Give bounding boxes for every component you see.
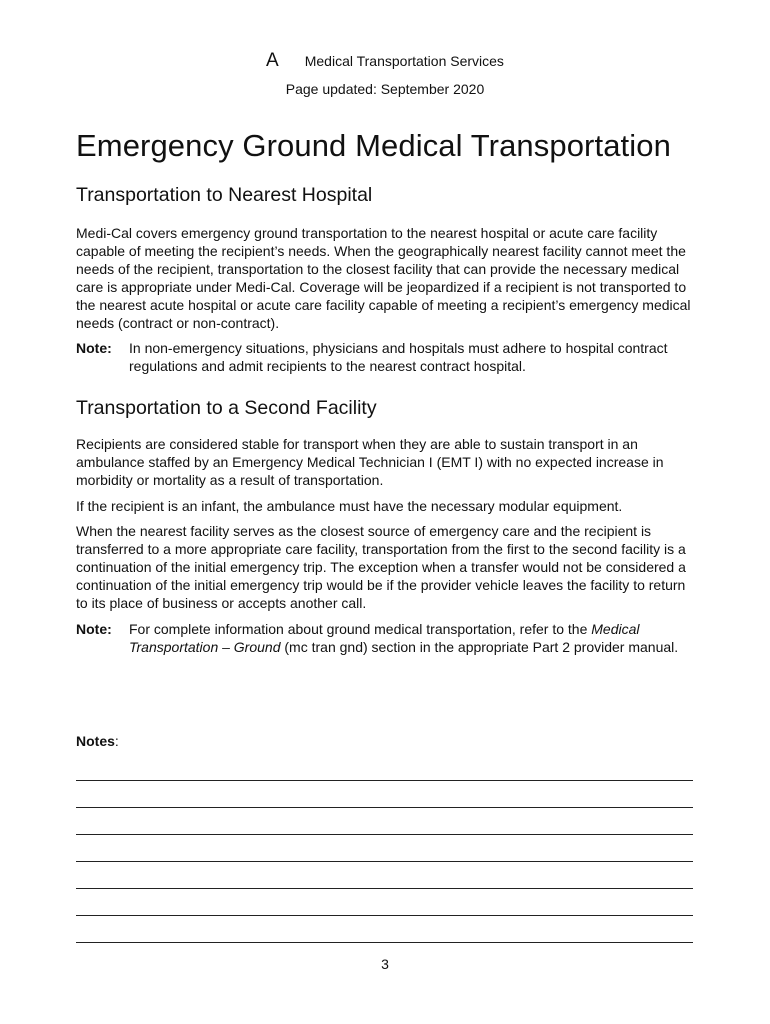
note-label: Note:	[76, 340, 112, 356]
notes-colon: :	[114, 733, 119, 749]
notes-line	[76, 834, 693, 835]
section-paragraph: When the nearest facility serves as the closest source of emergency care and the recipient is transferred to a more appropriate care facility, transportation from the first to the second facility is a continuation of the initial emergency trip. The exception when a transfer would not be considered a continuation of the initial emergency trip would be if the provider vehicle leaves the facility to return to its place of business or accepts another call.	[76, 523, 686, 611]
notes-line	[76, 807, 693, 808]
section-heading-nearest-hospital: Transportation to Nearest Hospital	[76, 184, 373, 206]
section-paragraph: If the recipient is an infant, the ambulance must have the necessary modular equipment.	[76, 498, 623, 514]
page-number: 3	[381, 956, 389, 972]
note-text-suffix: (mc tran gnd) section in the appropriate Part 2 provider manual.	[280, 639, 679, 655]
manual-section-reference: Medical Transportation – Ground	[129, 621, 640, 655]
note-label: Note:	[76, 621, 112, 637]
page-header	[0, 52, 770, 70]
notes-line	[76, 942, 693, 943]
notes-line	[76, 861, 693, 862]
notes-line	[76, 888, 693, 889]
notes-label: Notes	[76, 733, 115, 749]
section-letter: A	[266, 50, 279, 71]
notes-line	[76, 780, 693, 781]
note-text-prefix: For complete information about ground medical transportation, refer to the	[129, 621, 592, 637]
notes-line	[76, 915, 693, 916]
section-paragraph: Recipients are considered stable for transport when they are able to sustain transport in an ambulance staffed by an Emergency Medical Technician I (EMT I) with no expected increase in morbidity or mortality as a result of transportation.	[76, 436, 664, 488]
page-updated: Page updated: September 2020	[285, 81, 485, 97]
note-text: In non-emergency situations, physicians and hospitals must adhere to hospital contract regulations and admit recipients to the nearest contract hospital.	[129, 340, 668, 374]
section-heading-second-facility: Transportation to a Second Facility	[76, 397, 377, 419]
header-title: Medical Transportation Services	[304, 53, 504, 69]
note-text	[129, 620, 692, 656]
notes-heading	[76, 732, 119, 750]
section-paragraph: Medi-Cal covers emergency ground transportation to the nearest hospital or acute care facility capable of meeting the recipient’s needs. When the geographically nearest facility cannot meet the needs of the recipient, transportation to the closest facility that can provide the necessary medical care is appropriate under Medi-Cal. Coverage will be jeopardized if a recipient is not transported to the nearest acute hospital or acute care facility capable of meeting a recipient’s emergency medical needs (contract or non-contract).	[76, 225, 691, 331]
page-title: Emergency Ground Medical Transportation	[76, 128, 671, 163]
